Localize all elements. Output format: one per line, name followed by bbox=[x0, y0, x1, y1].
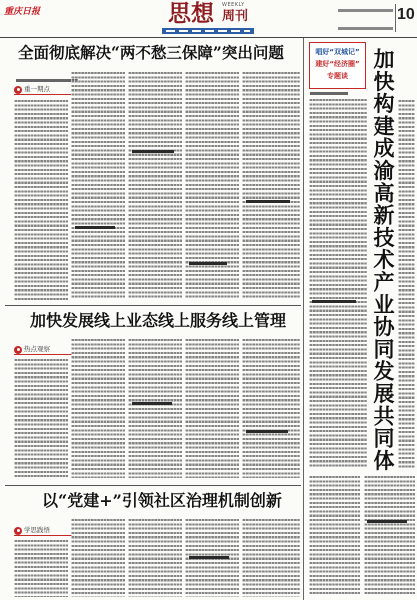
subhead-line bbox=[132, 150, 174, 153]
section-suffix: 周刊 bbox=[222, 9, 249, 24]
article-2-text-column bbox=[242, 339, 300, 478]
subhead-line bbox=[189, 556, 229, 559]
red-dot-icon bbox=[14, 527, 22, 535]
article-1-text-column bbox=[14, 100, 68, 300]
article-1-column-label bbox=[14, 85, 72, 95]
subhead-line bbox=[312, 300, 356, 303]
column-label-text: 重一期点 bbox=[24, 85, 50, 94]
article-3-text-column bbox=[14, 540, 68, 597]
subhead-line bbox=[189, 262, 227, 265]
article-3-column-label bbox=[14, 526, 72, 536]
date-line bbox=[338, 9, 393, 12]
nav-bar-text bbox=[166, 30, 250, 32]
column-label-text: 学思践悟 bbox=[24, 526, 50, 535]
article-2-text-column bbox=[71, 339, 125, 478]
topic-line: 唱好“双城记” bbox=[315, 48, 360, 56]
red-dot-icon bbox=[14, 346, 22, 354]
article-1-text-column bbox=[71, 72, 125, 300]
feature-byline bbox=[310, 92, 348, 95]
red-dot-icon bbox=[14, 86, 22, 94]
article-2-text-column bbox=[14, 359, 68, 478]
article-divider bbox=[5, 485, 301, 486]
feature-text-column bbox=[309, 476, 360, 594]
article-2-column-label bbox=[14, 345, 72, 355]
masthead-logo: 重庆日报 bbox=[4, 7, 41, 17]
article-3-text-column bbox=[71, 519, 125, 597]
article-3-headline: 以“党建+”引领社区治理机制创新 bbox=[42, 491, 282, 510]
page-number: 10 bbox=[397, 6, 415, 23]
feature-headline: 加快构建成渝高新技术产业协同发展共同体 bbox=[371, 48, 396, 472]
weekly-label: WEEKLY bbox=[222, 2, 245, 8]
article-1-text-column bbox=[185, 72, 239, 300]
page-number-divider bbox=[395, 4, 396, 32]
subhead-line bbox=[246, 430, 288, 433]
topic-line: 建好“经济圈” bbox=[315, 60, 360, 68]
article-3-text-column bbox=[128, 519, 182, 597]
subhead-line bbox=[246, 200, 290, 203]
article-1-byline bbox=[16, 79, 78, 82]
feature-text-column bbox=[398, 100, 415, 470]
article-2-headline: 加快发展线上业态线上服务线上管理 bbox=[30, 311, 287, 330]
article-2-text-column bbox=[185, 339, 239, 478]
feature-divider bbox=[303, 38, 304, 600]
feature-text-column bbox=[364, 476, 415, 594]
masthead-rule bbox=[0, 37, 417, 38]
article-divider bbox=[5, 305, 301, 306]
column-label-text: 热点观察 bbox=[24, 345, 50, 354]
subhead-line bbox=[75, 226, 115, 229]
article-1-text-column bbox=[242, 72, 300, 300]
topic-line: 专题谈 bbox=[327, 72, 348, 80]
editor-line bbox=[338, 27, 393, 30]
topic-box bbox=[309, 42, 366, 89]
section-title: 思想 bbox=[168, 0, 214, 27]
subhead-line bbox=[367, 520, 407, 523]
article-1-headline: 全面彻底解决“两不愁三保障”突出问题 bbox=[18, 43, 284, 62]
article-3-text-column bbox=[242, 519, 300, 597]
article-1-text-column bbox=[128, 72, 182, 300]
nav-bar bbox=[162, 28, 254, 34]
feature-text-column bbox=[309, 99, 367, 469]
subhead-line bbox=[132, 402, 172, 405]
article-2-text-column bbox=[128, 339, 182, 478]
